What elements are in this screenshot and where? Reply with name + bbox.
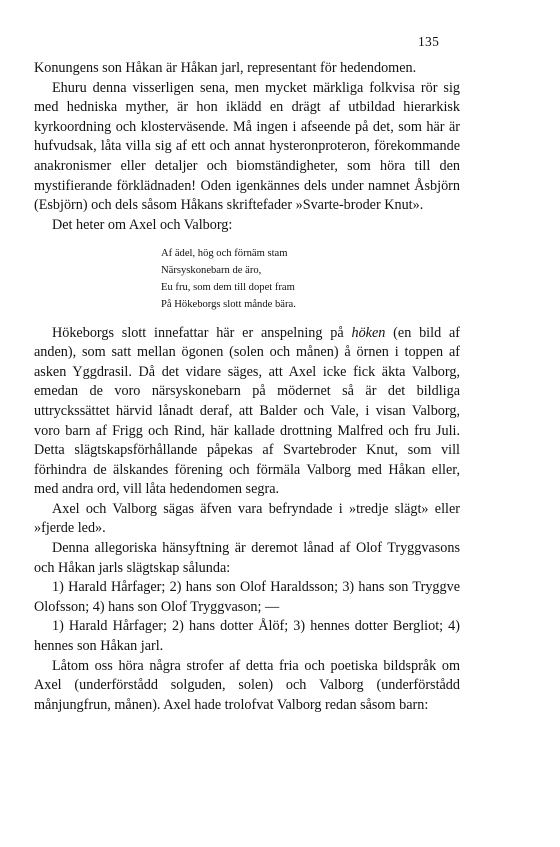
verse-line: Af ädel, hög och förnäm stam (161, 248, 288, 260)
paragraph: Axel och Valborg sägas äfven vara befryndade i »tredje slägt» eller »fjerde led». (34, 500, 460, 537)
paragraph: 1) Harald Hårfager; 2) hans son Olof Haraldsson; 3) hans son Tryggve Olofsson; 4) hans son Olof Tryggvason; — (34, 579, 460, 615)
paragraph: Ehuru denna visserligen sena, men mycket märkliga folkvisa rör sig med hedniska myther, är hon iklädd en drägt af utbildad hierarkisk kyrkoordning och klosterväsende. Må ingen i afseende på det, som här är hufvudsak, låta villa sig af ett och annat hysteronproteron, förekommande anakronismer eller detaljer och biomständigheter, som höra till den mystifierande förklädnaden! Oden igenkännes dels under namnet Åsbjörn (Esbjörn) och dels såsom Håkans skriftefader »Svarte-broder Knut». (34, 79, 460, 214)
text-run: (en bild af anden), som satt mellan ögonen (solen och månen) å örnen i toppen af asken Yggdrasil. Då det vidare säges, att Axel icke fick äkta Valborg, emedan de voro närsyskonebarn på mödernet så är det bildliga uttryckssättet härvid lånadt deraf, att Balder och Vale, i visan Valborg, voro barn af Frigg och Rind, här kallade drottning Malfred och fru Juli. Detta slägtskapsförhållande påpekas af Svartebroder Knut, som vill förhindra de älskandes förening och förmäla Valborg med Håkan eller, med andra ord, vill låta hedendomen segra. (34, 324, 460, 498)
emphasis: höken (351, 324, 386, 341)
text-run: Hökeborgs slott innefattar här er anspelning på (52, 324, 352, 341)
paragraph (34, 324, 460, 500)
paragraph: Det heter om Axel och Valborg: (52, 216, 233, 233)
paragraph: 1) Harald Hårfager; 2) hans dotter Ålöf; 3) hennes dotter Bergliot; 4) hennes son Håkan jarl. (34, 618, 460, 655)
paragraph: Denna allegoriska hänsyftning är deremot lånad af Olof Tryggvasons och Håkan jarls slägtskap sålunda: (34, 540, 460, 576)
verse-quote (161, 246, 460, 313)
verse-line: På Hökeborgs slott månde bära. (161, 298, 296, 310)
verse-line: Eu fru, som dem till dopet fram (161, 281, 295, 293)
page-number: 135 (418, 34, 440, 49)
verse-line: Närsyskonebarn de äro, (161, 265, 262, 277)
body-text (34, 59, 460, 715)
paragraph: Konungens son Håkan är Håkan jarl, representant för hedendomen. (34, 60, 417, 76)
paragraph: Låtom oss höra några strofer af detta fria och poetiska bildspråk om Axel (underförstådd solguden, solen) och Valborg (underförstådd månjungfrun, månen). Axel hade trolofvat Valborg redan såsom barn: (34, 657, 460, 713)
